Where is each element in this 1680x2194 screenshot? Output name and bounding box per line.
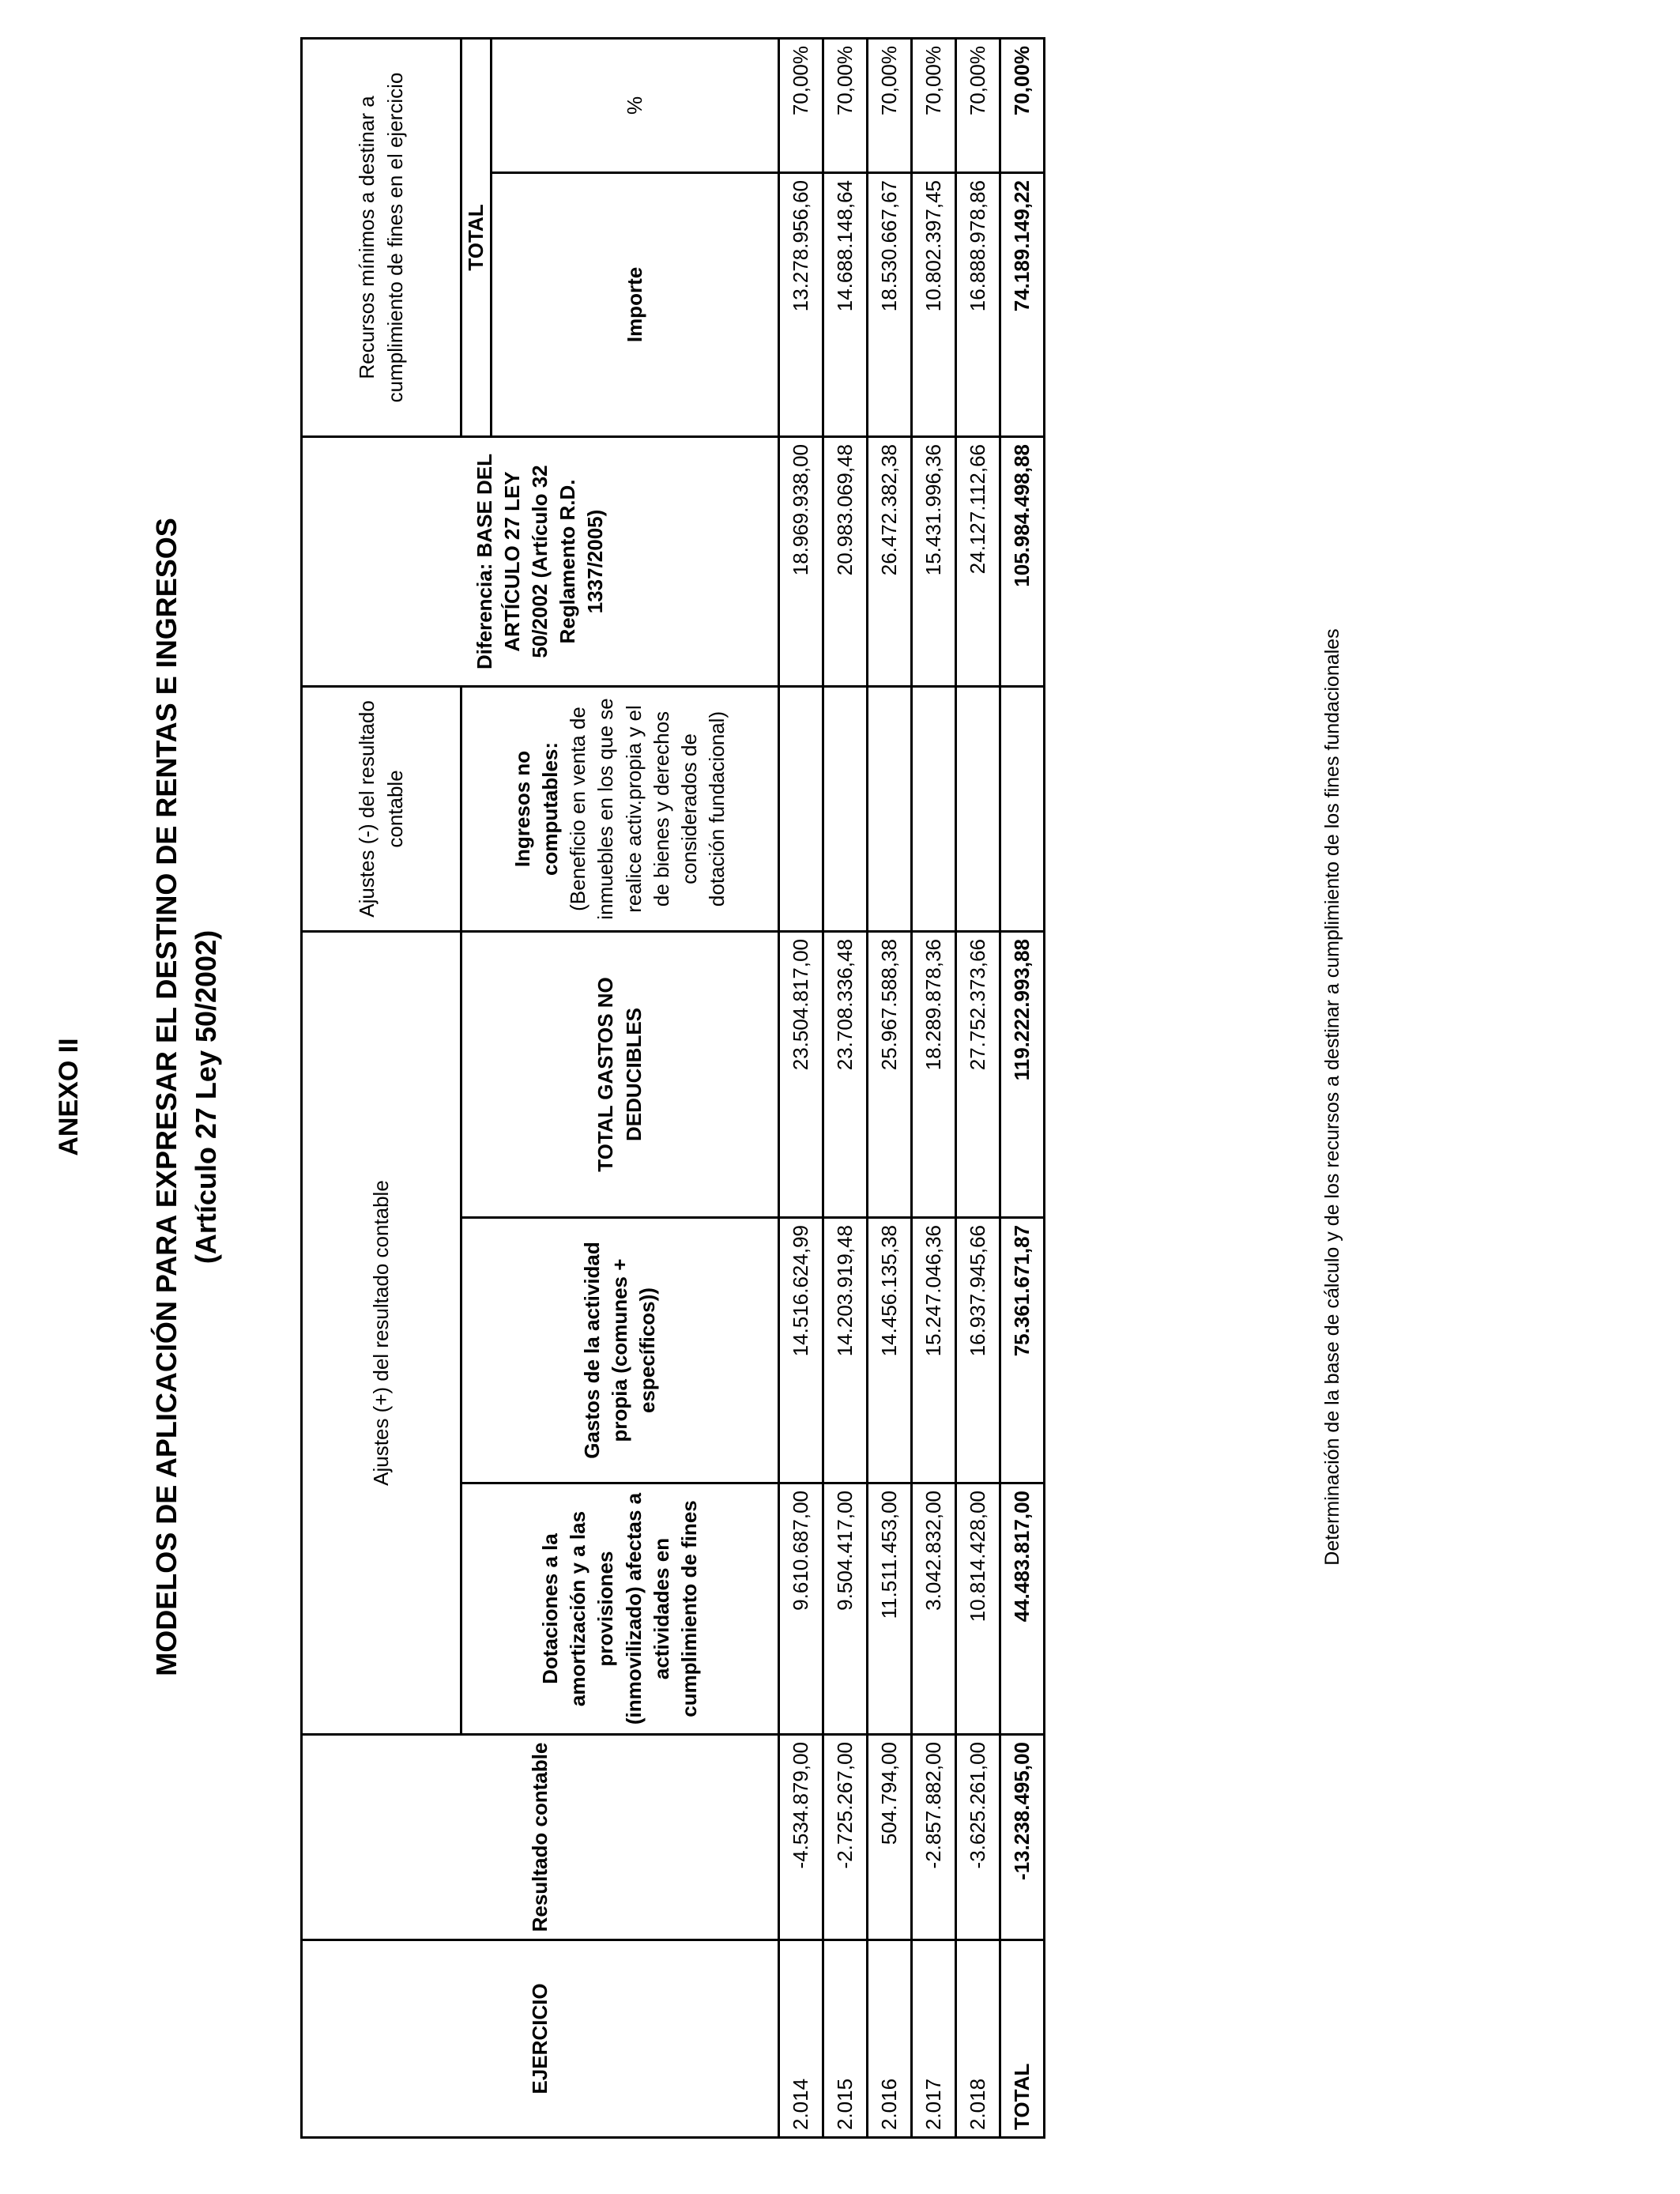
income-destination-table [300, 37, 1045, 2139]
cell-year: 2.017 [912, 1940, 956, 2138]
cell-porcentaje: 70,00% [868, 38, 912, 172]
cell-total-gastos: 27.752.373,66 [956, 931, 1000, 1217]
cell-porcentaje: 70,00% [779, 38, 823, 172]
table-row [956, 38, 1000, 2137]
cell-importe: 74.189.149,22 [1000, 172, 1045, 436]
cell-dotaciones: 11.511.453,00 [868, 1483, 912, 1735]
header-ajustes-negativos: Ajustes (-) del resultado contable [302, 686, 461, 931]
header-diferencia-base: Diferencia: BASE DEL ARTÍCULO 27 LEY 50/2002 (Artículo 32 Reglamento R.D. 1337/2005) [302, 436, 779, 686]
table-row [912, 38, 956, 2137]
cell-porcentaje: 70,00% [912, 38, 956, 172]
cell-year: 2.018 [956, 1940, 1000, 2138]
cell-resultado: -2.857.882,00 [912, 1735, 956, 1940]
cell-porcentaje: 70,00% [956, 38, 1000, 172]
document-title: MODELOS DE APLICACIÓN PARA EXPRESAR EL DESTINO DE RENTAS E INGRESOS [150, 518, 183, 1676]
header-recursos-minimos: Recursos mínimos a destinar a cumplimiento de fines en el ejercicio [302, 38, 461, 436]
header-total-gastos: TOTAL GASTOS NO DEDUCIBLES [461, 931, 779, 1217]
ingresos-label: Ingresos no computables: [510, 741, 563, 876]
table-row [779, 38, 823, 2137]
ingresos-detail: (Beneficio en venta de inmuebles en los que se realice activ.propia y el de bienes y derechos considerados de dotación fundacional) [566, 698, 729, 920]
cell-ingresos [912, 686, 956, 931]
cell-total-gastos: 18.289.878,36 [912, 931, 956, 1217]
cell-dotaciones: 10.814.428,00 [956, 1483, 1000, 1735]
cell-ingresos [1000, 686, 1045, 931]
cell-diferencia: 18.969.938,00 [779, 436, 823, 686]
header-total: TOTAL [461, 38, 492, 436]
cell-dotaciones: 9.610.687,00 [779, 1483, 823, 1735]
cell-diferencia: 105.984.498,88 [1000, 436, 1045, 686]
header-resultado-contable: Resultado contable [302, 1735, 779, 1940]
header-importe: Importe [492, 172, 779, 436]
header-ingresos-no-computables [461, 686, 779, 931]
cell-total-gastos: 25.967.588,38 [868, 931, 912, 1217]
cell-importe: 18.530.667,67 [868, 172, 912, 436]
cell-ingresos [868, 686, 912, 931]
cell-importe: 10.802.397,45 [912, 172, 956, 436]
cell-diferencia: 24.127.112,66 [956, 436, 1000, 686]
header-dotaciones: Dotaciones a la amortización y a las provisiones (inmovilizado) afectas a actividades en cumplimiento de fines [461, 1483, 779, 1735]
cell-gastos: 75.361.671,87 [1000, 1218, 1045, 1483]
cell-year: 2.016 [868, 1940, 912, 2138]
cell-resultado: 504.794,00 [868, 1735, 912, 1940]
cell-gastos: 14.456.135,38 [868, 1218, 912, 1483]
cell-gastos: 14.203.919,48 [823, 1218, 868, 1483]
cell-resultado: -3.625.261,00 [956, 1735, 1000, 1940]
cell-diferencia: 20.983.069,48 [823, 436, 868, 686]
cell-diferencia: 15.431.996,36 [912, 436, 956, 686]
cell-importe: 13.278.956,60 [779, 172, 823, 436]
cell-total-gastos: 119.222.993,88 [1000, 931, 1045, 1217]
table-row [823, 38, 868, 2137]
header-ejercicio: EJERCICIO [302, 1940, 779, 2138]
cell-diferencia: 26.472.382,38 [868, 436, 912, 686]
cell-porcentaje: 70,00% [1000, 38, 1045, 172]
cell-gastos: 16.937.945,66 [956, 1218, 1000, 1483]
cell-total-gastos: 23.504.817,00 [779, 931, 823, 1217]
cell-importe: 16.888.978,86 [956, 172, 1000, 436]
cell-year: 2.014 [779, 1940, 823, 2138]
cell-ingresos [956, 686, 1000, 931]
cell-dotaciones: 9.504.417,00 [823, 1483, 868, 1735]
cell-ingresos [779, 686, 823, 931]
header-porcentaje: % [492, 38, 779, 172]
cell-dotaciones: 3.042.832,00 [912, 1483, 956, 1735]
cell-ingresos [823, 686, 868, 931]
cell-gastos: 15.247.046,36 [912, 1218, 956, 1483]
cell-dotaciones: 44.483.817,00 [1000, 1483, 1045, 1735]
table-total-row [1000, 38, 1045, 2137]
table-row [868, 38, 912, 2137]
header-ajustes-positivos: Ajustes (+) del resultado contable [302, 931, 461, 1734]
cell-porcentaje: 70,00% [823, 38, 868, 172]
cell-resultado: -13.238.495,00 [1000, 1735, 1045, 1940]
header-gastos-actividad: Gastos de la actividad propia (comunes + específicos)) [461, 1218, 779, 1483]
cell-year: TOTAL [1000, 1940, 1045, 2138]
footnote: Determinación de la base de cálculo y de los recursos a destinar a cumplimiento de los fines fundacionales [1321, 628, 1343, 1566]
document-subtitle: (Artículo 27 Ley 50/2002) [190, 929, 222, 1265]
cell-year: 2.015 [823, 1940, 868, 2138]
cell-resultado: -4.534.879,00 [779, 1735, 823, 1940]
cell-total-gastos: 23.708.336,48 [823, 931, 868, 1217]
cell-resultado: -2.725.267,00 [823, 1735, 868, 1940]
annex-title: ANEXO II [54, 1038, 84, 1156]
cell-importe: 14.688.148,64 [823, 172, 868, 436]
cell-gastos: 14.516.624,99 [779, 1218, 823, 1483]
